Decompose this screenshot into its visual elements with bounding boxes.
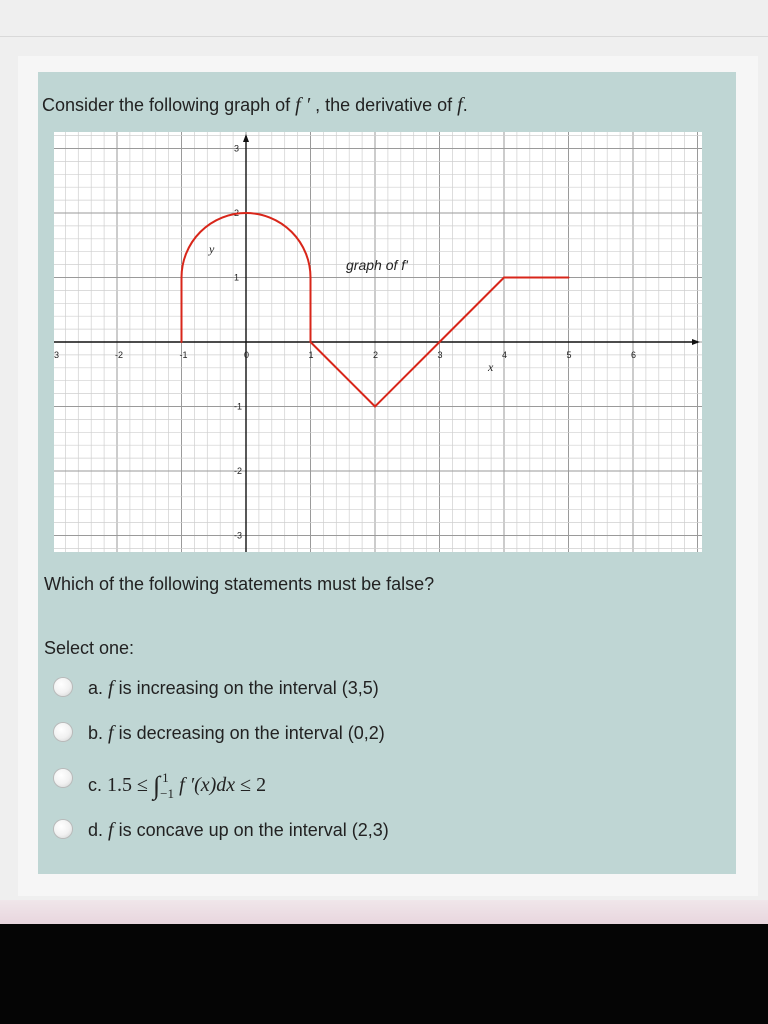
y-tick-label: -2 [234,466,243,476]
question-intro: Consider the following graph of [42,95,296,115]
integral-lower: −1 [160,786,174,802]
option-b-label: is decreasing on the interval (0,2) [113,723,385,743]
x-tick-label: 1 [308,350,314,360]
screen-bottom-band [0,900,768,924]
option-c-math [107,770,267,802]
radio-b[interactable] [54,723,72,741]
option-a-letter: a. [88,678,104,698]
question-middle: , the derivative of [310,95,458,115]
x-tick-label: 2 [373,350,379,360]
question-end: . [462,95,468,115]
radio-a[interactable] [54,678,72,696]
select-one-label: Select one: [44,638,135,658]
question-text [42,94,468,117]
option-a-label: is increasing on the interval (3,5) [113,678,379,698]
monitor-bezel [0,924,768,1024]
y-tick-label: 3 [234,143,240,154]
option-a-f: f [108,677,114,699]
option-c-rhs: ≤ 2 [235,774,267,796]
x-tick-label: 5 [566,350,572,360]
option-b-text [88,722,385,745]
radio-d[interactable] [54,820,72,838]
x-tick-label: 3 [54,350,60,360]
derivative-graph [54,132,702,552]
x-tick-label: -2 [115,350,124,360]
question-prompt: Which of the following statements must be false? [44,574,435,594]
option-a-text [88,677,379,700]
integral-bounds [160,770,174,802]
radio-c[interactable] [54,769,72,787]
y-tick-label: -3 [234,530,243,541]
y-tick-label: 2 [234,208,240,218]
y-axis-label: y [209,242,215,256]
option-d-letter: d. [88,820,104,840]
y-tick-label: 1 [234,272,240,283]
option-c-text [88,768,267,802]
option-b-letter: b. [88,723,104,743]
option-c-lhs: 1.5 ≤ [107,774,154,796]
option-b-f: f [108,722,114,744]
integral-sign: ∫ [153,771,161,800]
x-tick-label: -1 [179,350,188,360]
fprime-symbol: f ′ [295,94,311,116]
y-tick-label: -1 [234,401,243,412]
x-axis-label: x [488,360,494,374]
x-tick-label: 4 [502,350,508,360]
x-tick-label: 3 [437,350,443,360]
integrand: f ′(x)dx [179,774,236,796]
x-tick-label: 6 [631,350,637,360]
option-d-f: f [108,819,114,841]
top-divider [0,36,768,37]
option-d-label: is concave up on the interval (2,3) [113,820,389,840]
f-symbol: f [457,94,463,116]
option-c-letter: c. [88,775,103,795]
graph-caption: graph of f' [346,257,408,273]
option-d-text [88,819,389,842]
integral-upper: 1 [162,770,169,786]
x-tick-label: 0 [244,350,250,360]
